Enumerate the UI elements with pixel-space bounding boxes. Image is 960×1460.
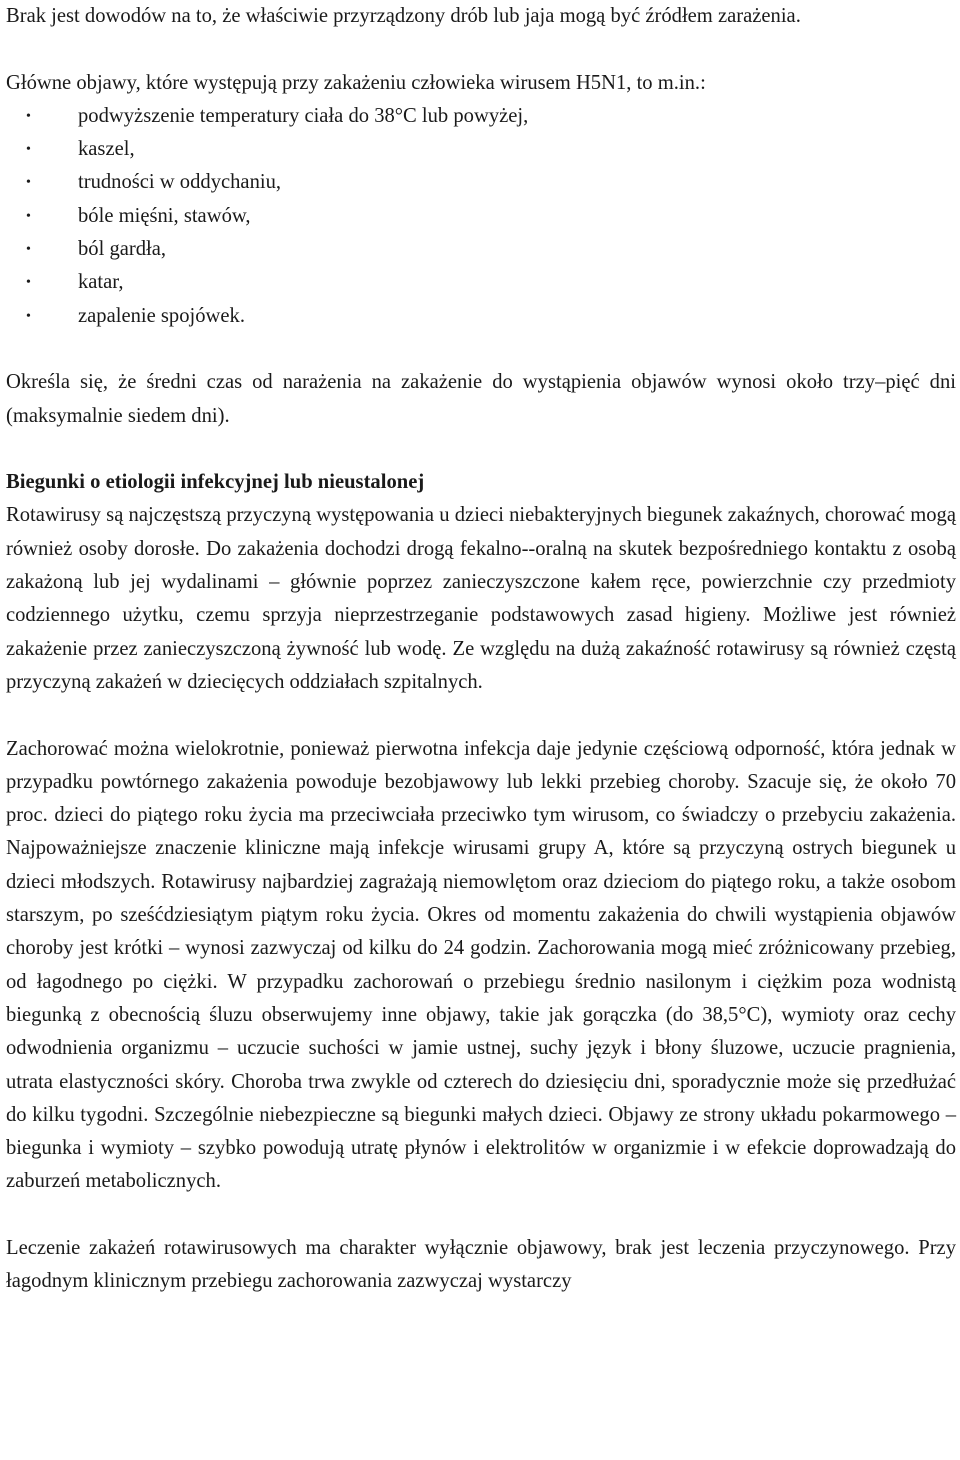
symptoms-list [6, 100, 956, 333]
document-page [6, 0, 956, 1299]
bullet-icon: • [26, 175, 31, 191]
bullet-icon: • [26, 208, 31, 224]
list-item [6, 166, 956, 199]
reinfection-paragraph: Zachorować można wielokrotnie, ponieważ pierwotna infekcja daje jedynie częściową odporność, która jednak w przypadku powtórnego zakażenia powoduje bezobjawowy lub lekki przebieg choroby. Szacuje się, że około 70 proc. dzieci do piątego roku życia ma przeciwciała przeciwko tym wirusom, co świadczy o przebyciu zakażenia. Najpoważniejsze znaczenie kliniczne mają infekcje wirusami grupy A, które są przyczyną ostrych biegunek u dzieci młodszych. Rotawirusy najbardziej zagrażają niemowlętom oraz dzieciom do piątego roku, a także osobom starszym, po sześćdziesiątym piątym roku życia. Okres od momentu zakażenia do chwili wystąpienia objawów choroby jest krótki – wynosi zazwyczaj od kilku do 24 godzin. Zachorowania mogą mieć zróżnicowany przebieg, od łagodnego po ciężki. W przypadku zachorowań o przebiegu średnio nasilonym i ciężkim poza wodnistą biegunką z obecnością śluzu obserwujemy inne objawy, takie jak gorączka (do 38,5°C), wymioty oraz cechy odwodnienia organizmu – uczucie suchości w jamie ustnej, suchy język i błony śluzowe, uczucie pragnienia, utrata elastyczności skóry. Choroba trwa zwykle od czterech do dziesięciu dni, sporadycznie może się przedłużać do kilku tygodni. Szczególnie niebezpieczne są biegunki małych dzieci. Objawy ze strony układu pokarmowego – biegunka i wymioty – szybko powodują utratę płynów i elektrolitów w organizmie i w efekcie doprowadzają do zaburzeń metabolicznych. [6, 737, 956, 1193]
list-item-text: bóle mięśni, stawów, [78, 204, 251, 227]
list-item-text: trudności w oddychaniu, [78, 171, 282, 194]
spacer [6, 433, 956, 466]
rotavirus-paragraph: Rotawirusy są najczęstszą przyczyną występowania u dzieci niebakteryjnych biegunek zakaźnych, chorować mogą również osoby dorosłe. Do zakażenia dochodzi drogą fekalno--oralną na skutek bezpośredniego kontaktu z osobą zakażoną lub jej wydalinami – głównie poprzez zanieczyszczone kałem ręce, powierzchnie czy przedmioty codziennego użytku, czemu sprzyja nieprzestrzeganie podstawowych zasad higieny. Możliwe jest również zakażenie przez zanieczyszczoną żywność lub wodę. Ze względu na dużą zakaźność rotawirusy są również częstą przyczyną zakażeń w dziecięcych oddziałach szpitalnych. [6, 504, 956, 693]
list-item [6, 233, 956, 266]
list-item-text: kaszel, [78, 138, 135, 161]
list-item [6, 266, 956, 299]
list-item [6, 300, 956, 333]
list-item-text: ból gardła, [78, 238, 167, 261]
spacer [6, 1199, 956, 1232]
bullet-icon: • [26, 142, 31, 158]
list-item-text: podwyższenie temperatury ciała do 38°C lub powyżej, [78, 104, 529, 127]
bullet-icon: • [26, 275, 31, 291]
list-item-text: katar, [78, 271, 124, 294]
list-item [6, 100, 956, 133]
symptoms-lead: Główne objawy, które występują przy zakażeniu człowieka wirusem H5N1, to m.in.: [6, 71, 706, 94]
list-item [6, 133, 956, 166]
incubation-paragraph: Określa się, że średni czas od narażenia na zakażenie do wystąpienia objawów wynosi około trzy–pięć dni (maksymalnie siedem dni). [6, 371, 956, 427]
spacer [6, 699, 956, 732]
bullet-icon: • [26, 242, 31, 258]
section-heading: Biegunki o etiologii infekcyjnej lub nieustalonej [6, 471, 425, 494]
spacer [6, 333, 956, 366]
treatment-paragraph: Leczenie zakażeń rotawirusowych ma charakter wyłącznie objawowy, brak jest leczenia przyczynowego. Przy łagodnym klinicznym przebiegu zachorowania zazwyczaj wystarczy [6, 1236, 956, 1293]
spacer [6, 33, 956, 66]
bullet-icon: • [26, 308, 31, 324]
list-item-text: zapalenie spojówek. [78, 304, 245, 327]
bullet-icon: • [26, 108, 31, 124]
list-item [6, 200, 956, 233]
intro-paragraph: Brak jest dowodów na to, że właściwie przyrządzony drób lub jaja mogą być źródłem zarażenia. [6, 5, 801, 27]
